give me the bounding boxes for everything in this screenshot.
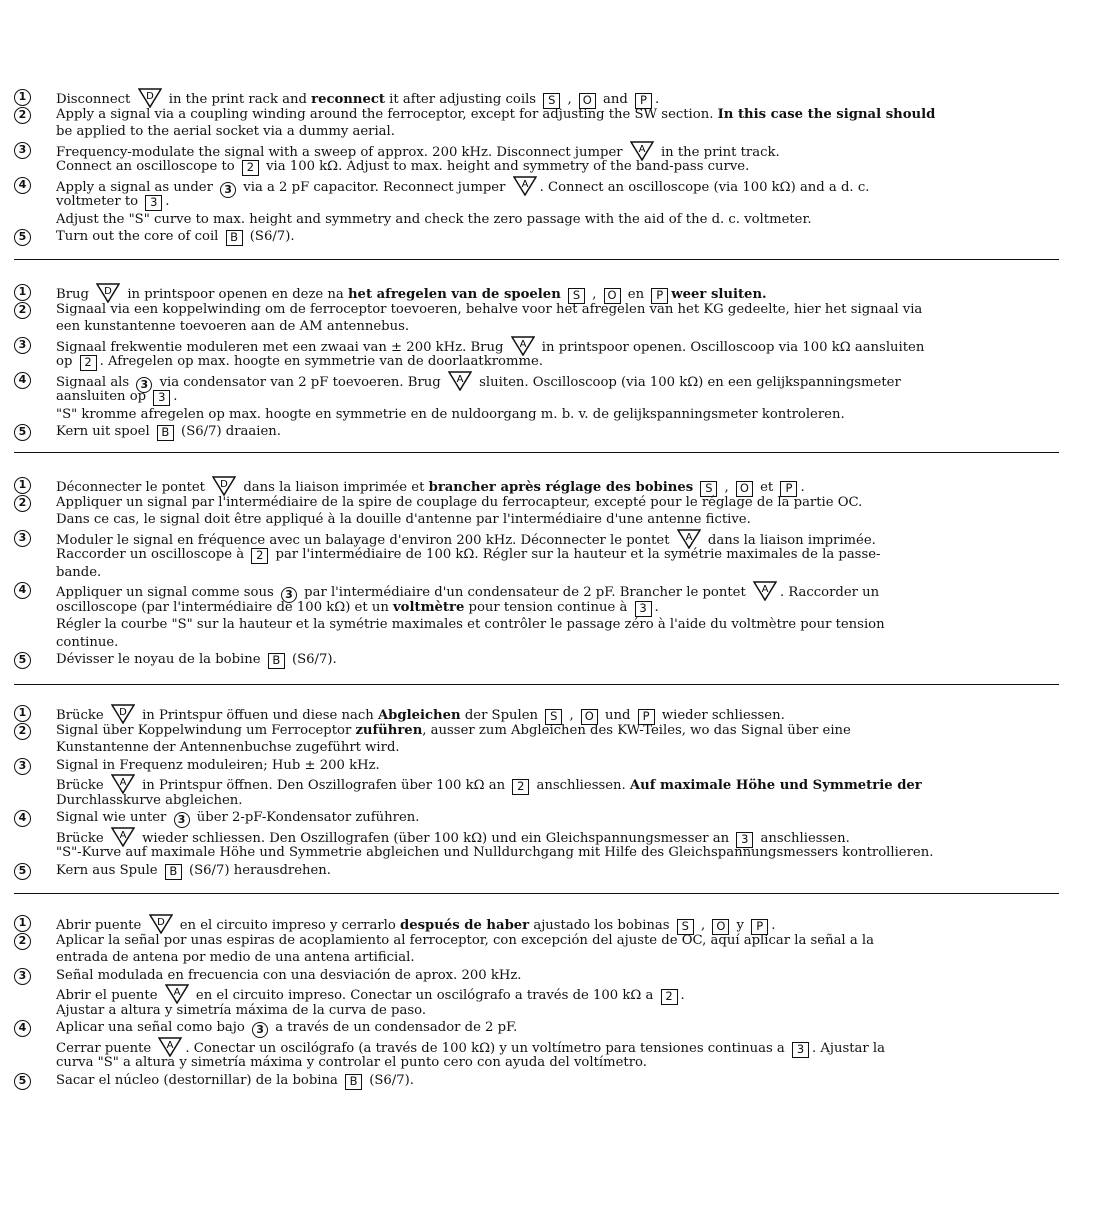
text-run: Signaal als <box>56 374 134 390</box>
text-run: (S6/7). <box>365 1072 414 1088</box>
svg-text:D: D <box>104 286 112 297</box>
text-run: , <box>588 287 601 302</box>
boxed-reference: S <box>568 288 585 304</box>
step-number: 4 <box>14 810 31 827</box>
text-run: (S6/7) draaien. <box>176 424 281 439</box>
text-run: bande. <box>56 564 102 580</box>
text-run: a través de un condensador de 2 pF. <box>271 1020 518 1035</box>
circled-reference: 3 <box>281 587 297 603</box>
text-run: "S"-Kurve auf maximale Höhe und Symmetrie abgleichen und Nulldurchgang mit Hilfe des Gleichspannungsmessers kontrollieren. <box>56 845 934 860</box>
section-fr <box>14 476 1084 669</box>
svg-text:A: A <box>456 373 464 385</box>
circled-reference: 3 <box>136 377 152 393</box>
text-run: Moduler le signal en fréquence avec un balayage d'environ 200 kHz. Déconnecter le pontet <box>56 532 674 548</box>
text-run: in Printspur öffnen. Den Oszillografen über 100 kΩ an <box>137 778 510 793</box>
text-run: sluiten. Oscilloscoop (via 100 kΩ) en een gelijkspanningsmeter <box>474 374 901 390</box>
text-run: Frequency-modulate the signal with a sweep of approx. 200 kHz. Disconnect jumper <box>56 144 627 160</box>
text-line <box>14 932 1084 950</box>
text-run: Connect an oscilloscope to <box>56 159 239 174</box>
text-run: . <box>173 389 178 404</box>
section-divider <box>14 684 1059 685</box>
section-divider <box>14 259 1059 260</box>
text-run: Brücke <box>56 708 108 723</box>
svg-text:A: A <box>119 829 127 841</box>
boxed-reference: O <box>604 288 621 304</box>
text-run: . <box>800 480 805 495</box>
text-run: op <box>56 354 77 369</box>
step-number: 5 <box>14 652 31 669</box>
text-line <box>14 228 1084 246</box>
text-line <box>14 809 1084 827</box>
step-number: 1 <box>14 705 31 722</box>
text-line <box>14 722 1084 740</box>
text-run: . <box>165 194 170 209</box>
step-number: 3 <box>14 758 31 775</box>
step-number: 2 <box>14 933 31 950</box>
text-run: Raccorder un oscilloscope à <box>56 547 249 562</box>
boxed-reference: S <box>543 93 560 109</box>
svg-text:A: A <box>521 178 529 190</box>
text-run: wieder schliessen. Den Oszillografen (über 100 kΩ) und ein Gleichspannungsmesser an <box>137 830 734 846</box>
text-line <box>14 704 1084 722</box>
bold-text: brancher après réglage des bobines <box>428 480 694 495</box>
text-run: (S6/7) herausdrehen. <box>184 862 331 878</box>
circled-reference: 3 <box>252 1022 268 1038</box>
text-line <box>14 336 1084 354</box>
bold-text: Abgleichen <box>377 708 461 723</box>
text-line <box>14 599 1084 617</box>
boxed-reference: S <box>545 709 562 725</box>
text-run: Disconnect <box>56 92 135 107</box>
step-number: 2 <box>14 107 31 124</box>
text-line <box>14 651 1084 669</box>
text-run: Brücke <box>56 830 108 846</box>
text-line <box>14 564 1084 582</box>
text-run: . <box>655 92 660 107</box>
text-run: et <box>755 480 778 495</box>
boxed-reference: 2 <box>661 989 678 1005</box>
boxed-reference: O <box>581 709 598 725</box>
boxed-reference: P <box>635 93 652 109</box>
text-run: (S6/7). <box>245 229 295 244</box>
text-line <box>14 774 1084 792</box>
text-run: Abrir el puente <box>56 988 162 1003</box>
step-number: 5 <box>14 1073 31 1090</box>
boxed-reference: B <box>268 653 285 669</box>
boxed-reference: P <box>638 709 655 725</box>
section-divider <box>14 452 1059 453</box>
text-run: . Afregelen op max. hoogte en symmetrie van de doorlaatkromme. <box>99 354 543 369</box>
text-run: Déconnecter le pontet <box>56 480 210 495</box>
boxed-reference: P <box>751 919 768 935</box>
text-line <box>14 739 1084 757</box>
text-run: Appliquer un signal par l'intermédiaire de la spire de couplage du ferrocapteur, excepté pour le réglage de la partie OC. <box>56 494 863 510</box>
text-line <box>14 283 1084 301</box>
circled-reference: 3 <box>174 812 190 828</box>
text-line <box>14 1072 1084 1090</box>
step-number: 1 <box>14 284 31 301</box>
text-run: , <box>696 918 710 933</box>
text-line <box>14 984 1084 1002</box>
text-run: Abrir puente <box>56 918 146 933</box>
step-number: 3 <box>14 142 31 159</box>
text-run: . <box>680 988 685 1003</box>
text-line <box>14 546 1084 564</box>
text-run: Kern aus Spule <box>56 862 162 878</box>
text-line <box>14 423 1084 441</box>
boxed-reference: B <box>345 1074 362 1090</box>
text-run: par l'intermédiaire de 100 kΩ. Régler sur la hauteur et la symétrie maximales de la passe- <box>271 547 881 562</box>
svg-text:D: D <box>145 91 154 102</box>
text-line <box>14 353 1084 371</box>
boxed-reference: 3 <box>635 601 652 617</box>
step-number: 5 <box>14 863 31 880</box>
bold-text: después de haber <box>399 918 530 933</box>
svg-text:D: D <box>119 707 127 718</box>
text-line <box>14 511 1084 529</box>
text-run: . Ajustar la <box>811 1040 885 1056</box>
text-line <box>14 1019 1084 1037</box>
boxed-reference: 3 <box>792 1042 809 1058</box>
bold-text: voltmètre <box>393 599 465 615</box>
boxed-reference: P <box>780 481 797 497</box>
text-run: Dans ce cas, le signal doit être appliqué à la douille d'antenne par l'intermédiaire d'une antenne fictive. <box>56 512 751 527</box>
step-number: 4 <box>14 582 31 599</box>
text-line <box>14 476 1084 494</box>
text-run: . Conectar un oscilógrafo (a través de 100 kΩ) y un voltímetro para tensiones continuas a <box>185 1040 789 1056</box>
boxed-reference: O <box>712 919 729 935</box>
text-line <box>14 1037 1084 1055</box>
text-line <box>14 106 1084 124</box>
text-run: voltmeter to <box>56 194 143 209</box>
boxed-reference: P <box>651 288 668 304</box>
step-number: 4 <box>14 372 31 389</box>
svg-text:A: A <box>519 338 527 350</box>
text-line <box>14 371 1084 389</box>
text-run: , <box>720 480 733 495</box>
text-run: . Connect an oscilloscope (via 100 kΩ) and a d. c. <box>539 179 870 195</box>
text-run: and <box>598 92 633 107</box>
boxed-reference: S <box>700 481 717 497</box>
bold-text: In this case the signal should <box>717 106 936 122</box>
text-run: , <box>565 708 578 723</box>
text-line <box>14 193 1084 211</box>
text-run: en <box>623 287 649 302</box>
step-number: 5 <box>14 229 31 246</box>
text-run: Apply a signal via a coupling winding around the ferroceptor, except for adjusting the SW section. <box>56 106 718 122</box>
step-number: 4 <box>14 1020 31 1037</box>
text-line <box>14 757 1084 775</box>
step-number: 3 <box>14 337 31 354</box>
bold-text: weer sluiten. <box>671 287 767 302</box>
text-run: en el circuito impreso. Conectar un oscilógrafo a través de 100 kΩ a <box>191 988 658 1003</box>
boxed-reference: 2 <box>512 779 529 795</box>
text-run: continue. <box>56 634 119 650</box>
text-run: Sacar el núcleo (destornillar) de la bobina <box>56 1072 343 1088</box>
text-line <box>14 388 1084 406</box>
boxed-reference: O <box>736 481 753 497</box>
text-run: über 2-pF-Kondensator zuführen. <box>192 810 420 825</box>
section-en <box>14 88 1084 246</box>
text-line <box>14 529 1084 547</box>
text-run: Signal wie unter <box>56 810 171 825</box>
svg-text:A: A <box>685 531 693 543</box>
text-run: Signal in Frequenz moduleiren; Hub ± 200 kHz. <box>56 757 380 773</box>
text-run: be applied to the aerial socket via a dummy aerial. <box>56 124 395 139</box>
text-run: in the print track. <box>656 144 780 160</box>
bold-text: zuführen <box>355 722 423 738</box>
text-run: Signaal frekwentie moduleren met een zwaai van ± 200 kHz. Brug <box>56 339 508 355</box>
step-number: 1 <box>14 915 31 932</box>
circled-reference: 3 <box>220 182 236 198</box>
text-run: Appliquer un signal comme sous <box>56 585 278 600</box>
boxed-reference: 3 <box>153 390 170 406</box>
text-run: entrada de antena por medio de una antena artificial. <box>56 950 415 965</box>
boxed-reference: B <box>165 864 182 880</box>
step-number: 1 <box>14 89 31 106</box>
text-line <box>14 158 1084 176</box>
svg-text:A: A <box>638 143 646 155</box>
svg-text:A: A <box>119 777 127 788</box>
text-run: Apply a signal as under <box>56 179 218 195</box>
text-line <box>14 123 1084 141</box>
text-run: dans la liaison imprimée. <box>703 532 876 548</box>
bold-text: het afregelen van de spoelen <box>347 287 561 302</box>
step-number: 1 <box>14 477 31 494</box>
text-line <box>14 1054 1084 1072</box>
text-line <box>14 211 1084 229</box>
text-run: , <box>563 92 576 107</box>
text-line <box>14 967 1084 985</box>
text-run: Cerrar puente <box>56 1040 156 1056</box>
text-run: Brug <box>56 287 94 302</box>
text-line <box>14 141 1084 159</box>
step-number: 2 <box>14 495 31 512</box>
section-divider <box>14 893 1059 894</box>
text-run: . Raccorder un <box>779 585 880 600</box>
text-line <box>14 301 1084 319</box>
text-run: wieder schliessen. <box>657 708 785 723</box>
boxed-reference: 3 <box>145 195 162 211</box>
bold-text: reconnect <box>311 92 385 107</box>
boxed-reference: B <box>157 425 174 441</box>
text-run: in Printspur öffuen und diese nach <box>137 708 378 723</box>
step-number: 3 <box>14 530 31 547</box>
text-run: ajustado los bobinas <box>529 918 674 933</box>
text-run: Ajustar a altura y simetría máxima de la curva de paso. <box>56 1002 427 1018</box>
text-run: Señal modulada en frecuencia con una desviación de aprox. 200 kHz. <box>56 967 522 983</box>
text-line <box>14 914 1084 932</box>
text-run: Régler la courbe "S" sur la hauteur et la symétrie maximales et contrôler le passage zéro à l'aide du voltmètre pour tension <box>56 617 885 632</box>
text-line <box>14 616 1084 634</box>
text-line <box>14 406 1084 424</box>
text-run: Durchlasskurve abgleichen. <box>56 792 243 808</box>
text-run: y <box>732 918 749 933</box>
text-line <box>14 844 1084 862</box>
text-line <box>14 88 1084 106</box>
text-run: Kunstantenne der Antennenbuchse zugeführt wird. <box>56 740 400 755</box>
step-number: 2 <box>14 723 31 740</box>
text-run: via 100 kΩ. Adjust to max. height and symmetry of the band-pass curve. <box>261 159 750 174</box>
text-run: dans la liaison imprimée et <box>239 480 429 495</box>
svg-text:A: A <box>761 584 769 595</box>
section-es <box>14 914 1084 1089</box>
text-run: , ausser zum Abgleichen des KW-Teiles, wo das Signal über eine <box>422 722 851 738</box>
boxed-reference: 3 <box>736 832 753 848</box>
boxed-reference: 2 <box>251 548 268 564</box>
text-run: und <box>600 708 635 723</box>
svg-text:A: A <box>173 987 181 998</box>
boxed-reference: 2 <box>80 355 97 371</box>
boxed-reference: S <box>677 919 694 935</box>
text-run: anschliessen. <box>756 830 850 846</box>
text-run: en el circuito impreso y cerrarlo <box>175 918 400 933</box>
text-run: . <box>654 599 659 615</box>
svg-text:D: D <box>220 479 229 490</box>
text-line <box>14 634 1084 652</box>
text-line <box>14 792 1084 810</box>
boxed-reference: B <box>226 230 243 246</box>
text-run: in printspoor openen. Oscilloscoop via 100 kΩ aansluiten <box>537 339 925 355</box>
text-run: Aplicar la señal por unas espiras de acoplamiento al ferroceptor, con excepción del ajuste de OC, aquí aplicar la señal a la <box>56 932 874 948</box>
svg-text:D: D <box>156 917 165 928</box>
step-number: 5 <box>14 424 31 441</box>
text-run: it after adjusting coils <box>384 92 541 107</box>
text-run: Signal über Koppelwindung um Ferroceptor <box>56 722 356 738</box>
text-run: aansluiten op <box>56 389 151 404</box>
section-de <box>14 704 1084 879</box>
text-line <box>14 1002 1084 1020</box>
text-run: Adjust the "S" curve to max. height and symmetry and check the zero passage with the aid of the d. c. voltmeter. <box>56 211 812 227</box>
text-line <box>14 318 1084 336</box>
text-line <box>14 949 1084 967</box>
boxed-reference: 2 <box>242 160 259 176</box>
text-run: pour tension continue à <box>464 599 632 615</box>
text-line <box>14 827 1084 845</box>
text-run: Dévisser le noyau de la bobine <box>56 652 265 667</box>
text-run: curva "S" a altura y simetría máxima y controlar el punto cero con ayuda del voltímetro. <box>56 1055 647 1070</box>
bold-text: Auf maximale Höhe und Symmetrie der <box>629 778 922 793</box>
text-run: (S6/7). <box>287 652 337 667</box>
text-run: Signaal via een koppelwinding om de ferroceptor toevoeren, behalve voor het afregelen van het KG gedeelte, hier het signaal via <box>56 301 923 317</box>
text-run: "S" kromme afregelen op max. hoogte en symmetrie en de nuldoorgang m. b. v. de gelijkspanningsmeter kontroleren. <box>56 406 845 422</box>
step-number: 2 <box>14 302 31 319</box>
boxed-reference: O <box>579 93 596 109</box>
step-number: 4 <box>14 177 31 194</box>
svg-text:A: A <box>166 1039 174 1051</box>
text-run: Aplicar una señal como bajo <box>56 1020 250 1035</box>
text-run: Turn out the core of coil <box>56 229 223 244</box>
step-number: 3 <box>14 968 31 985</box>
text-run: par l'intermédiaire d'un condensateur de 2 pF. Brancher le pontet <box>299 585 750 600</box>
text-run: oscilloscope (par l'intermédiaire de 100 kΩ) et un <box>56 599 394 615</box>
text-run: Brücke <box>56 778 108 793</box>
text-run: via condensator van 2 pF toevoeren. Brug <box>155 374 445 390</box>
text-run: via a 2 pF capacitor. Reconnect jumper <box>239 179 510 195</box>
text-line <box>14 176 1084 194</box>
text-run: der Spulen <box>460 708 543 723</box>
text-line <box>14 581 1084 599</box>
text-line <box>14 862 1084 880</box>
text-run: Kern uit spoel <box>56 424 154 439</box>
text-run: . <box>771 918 776 933</box>
text-run: in the print rack and <box>164 92 312 107</box>
text-run: anschliessen. <box>532 778 630 793</box>
text-run: in printspoor openen en deze na <box>123 287 348 302</box>
text-run: een kunstantenne toevoeren aan de AM antennebus. <box>56 319 410 334</box>
text-line <box>14 494 1084 512</box>
section-nl <box>14 283 1084 441</box>
